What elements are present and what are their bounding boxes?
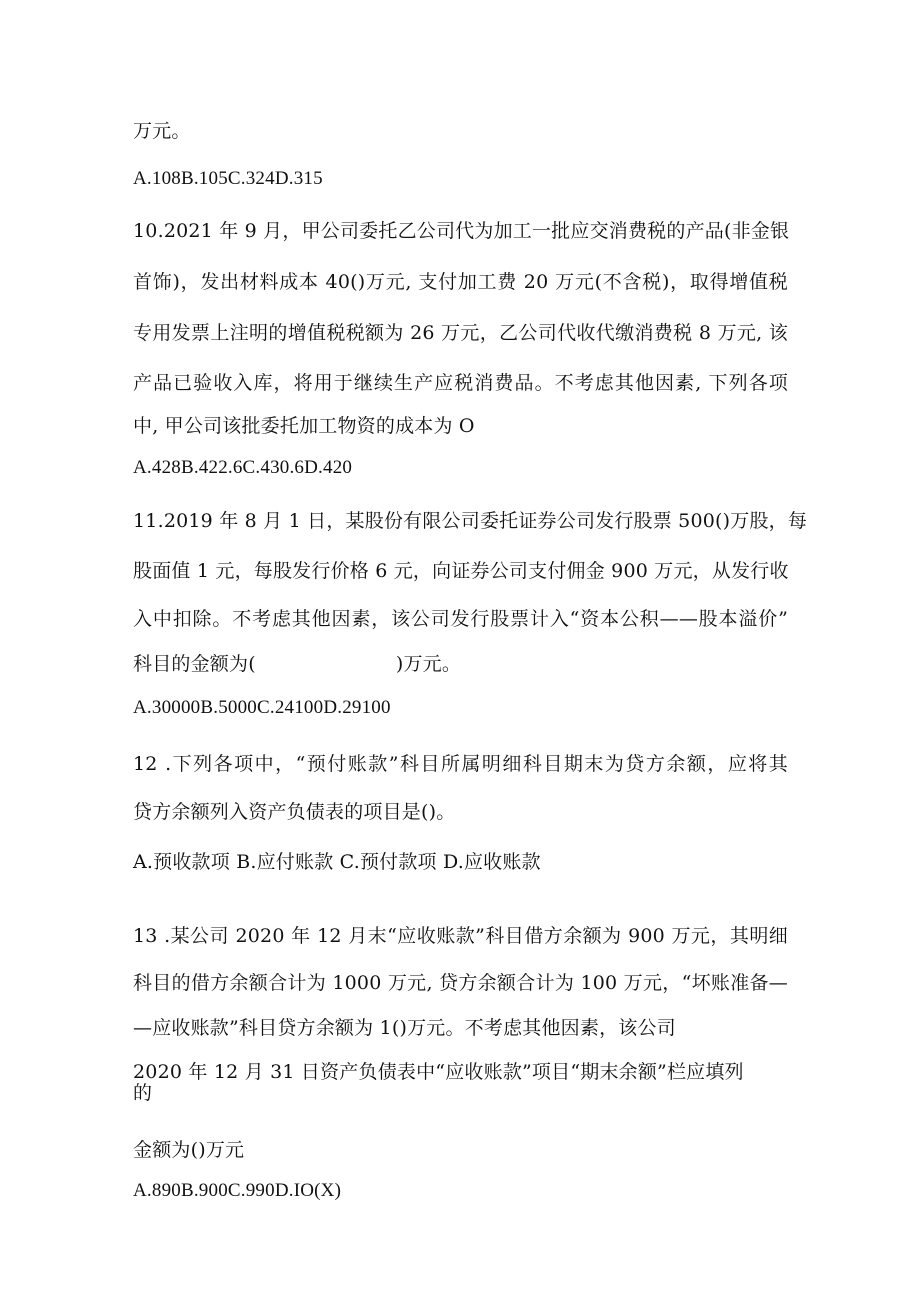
q10-line-1: 10.2021 年 9 月，甲公司委托乙公司代为加工一批应交消费税的产品(非金银 — [133, 220, 790, 242]
q11-line-4-before: 科目的金额为( — [133, 653, 256, 675]
q11-line-1: 11.2019 年 8 月 1 日，某股份有限公司委托证券公司发行股票 500()万股，每 — [133, 510, 808, 532]
q11-options: A.30000B.5000C.24100D.29100 — [133, 697, 391, 718]
q10-line-3: 专用发票上注明的增值税税额为 26 万元，乙公司代收代缴消费税 8 万元, 该 — [133, 322, 788, 344]
q11-line-2: 股面值 1 元，每股发行价格 6 元，向证券公司支付佣金 900 万元，从发行收 — [133, 560, 789, 582]
q12-line-1: 12 .下列各项中，“预付账款”科目所属明细科目期末为贷方余额，应将其 — [133, 753, 788, 775]
q12-options: A.预收款项 B.应付账款 C.预付款项 D.应收账款 — [133, 851, 541, 873]
q9-options: A.108B.105C.324D.315 — [133, 168, 323, 189]
q10-line-2: 首饰)，发出材料成本 40()万元, 支付加工费 20 万元(不含税)，取得增值税 — [133, 271, 788, 293]
q10-options: A.428B.422.6C.430.6D.420 — [133, 457, 353, 478]
q10-line-5: 中, 甲公司该批委托加工物资的成本为 O — [133, 415, 475, 437]
q11-line-3: 入中扣除。不考虑其他因素，该公司发行股票计入“资本公积——股本溢价” — [133, 608, 788, 630]
q9-tail: 万元。 — [133, 120, 191, 142]
q13-line-5: 的 — [133, 1082, 153, 1104]
q13-options: A.890B.900C.990D.IO(X) — [133, 1180, 342, 1201]
q13-line-1: 13 .某公司 2020 年 12 月末“应收账款”科目借方余额为 900 万元，其明细 — [133, 925, 788, 947]
q11-line-4-after: )万元。 — [395, 653, 462, 675]
q13-line-3: —应收账款”科目贷方余额为 1()万元。不考虑其他因素，该公司 — [133, 1017, 676, 1039]
q10-line-4: 产品已验收入库，将用于继续生产应税消费品。不考虑其他因素, 下列各项 — [133, 372, 788, 394]
q12-line-2: 贷方余额列入资产负债表的项目是()。 — [133, 801, 456, 823]
q11-line-4 — [133, 652, 461, 676]
q13-line-6: 金额为()万元 — [133, 1139, 245, 1161]
q13-line-4: 2020 年 12 月 31 日资产负债表中“应收账款”项目“期末余额”栏应填列 — [133, 1061, 744, 1083]
q13-line-2: 科目的借方余额合计为 1000 万元, 贷方余额合计为 100 万元，“坏账准备— — [133, 972, 788, 994]
